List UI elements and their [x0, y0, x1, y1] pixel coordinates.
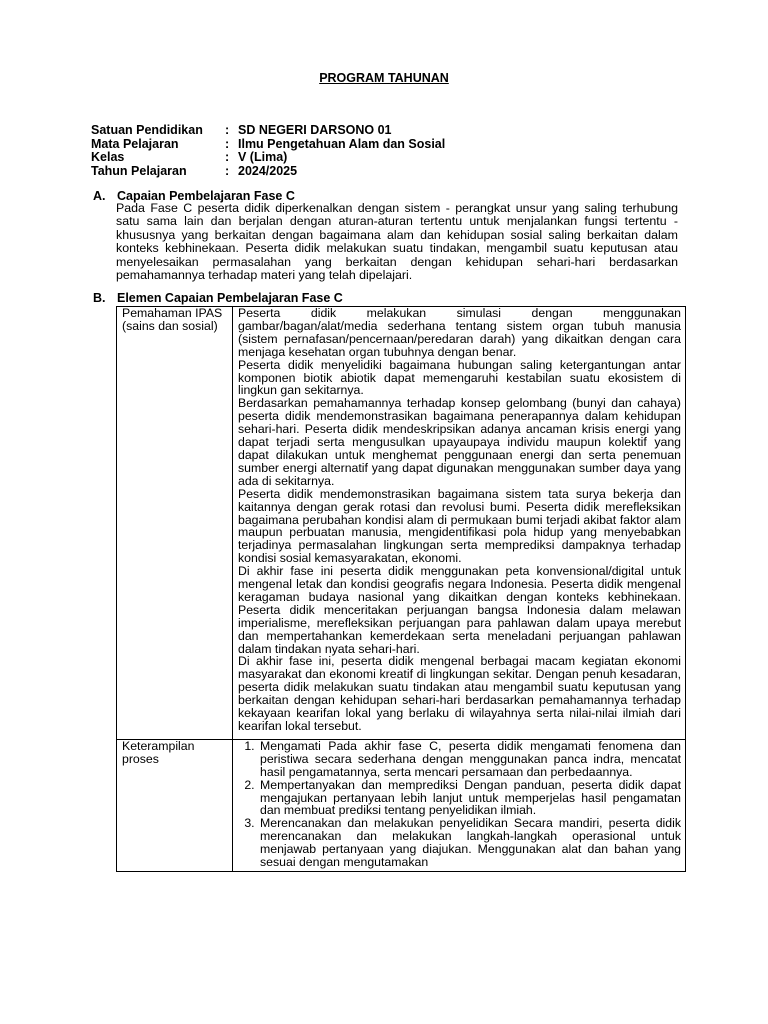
content-paragraph: Berdasarkan pemahamannya terhadap konsep gelombang (bunyi dan cahaya) peserta didik mendemonstrasikan bagaimana penerapannya dalam kehidupan sehari-hari. Peserta didik mendeskripsikan adanya ancaman krisis energi yang dapat terjadi serta mengusulkan upayaupaya individu maupun kolektif yang dapat dilakukan untuk menghemat penggunaan energi dan serta penemuan sumber energi alternatif yang dapat digunakan menggunakan sumber daya yang ada di sekitarnya. [238, 396, 681, 488]
element-label: Keterampilan proses [122, 738, 195, 766]
meta-value: 2024/2025 [238, 163, 298, 178]
meta-row-satuan-pendidikan [91, 124, 445, 138]
meta-separator: : [225, 123, 230, 137]
section-b-heading [93, 291, 343, 305]
meta-row-mata-pelajaran [91, 138, 445, 152]
meta-value: V (Lima) [238, 150, 288, 165]
meta-row-tahun-pelajaran [91, 165, 445, 179]
meta-value: Ilmu Pengetahuan Alam dan Sosial [238, 136, 446, 151]
section-letter: B. [93, 291, 106, 305]
meta-label: Tahun Pelajaran [91, 163, 187, 178]
meta-label: Kelas [91, 150, 125, 165]
meta-label: Satuan Pendidikan [91, 123, 203, 137]
meta-label: Mata Pelajaran [91, 136, 179, 151]
element-label-cell [117, 307, 233, 740]
section-letter: A. [93, 189, 106, 203]
document-title: PROGRAM TAHUNAN [319, 71, 449, 85]
capaian-paragraph: Pada Fase C peserta didik diperkenalkan dengan sistem - perangkat unsur yang saling terhubung satu sama lain dan berjalan dengan aturan-aturan tertentu untuk menjalankan fungsi tertentu - khususnya yang berkaitan dengan bagaimana alam dan kehidupan sosial saling berkaitan dalam konteks kebhinekaan. Peserta didik melakukan suatu tindakan, mengambil suatu keputusan atau menyelesaikan permasalahan yang berkaitan dengan kehidupan sehari-hari berdasarkan pemahamannya terhadap materi yang telah dipelajari. [116, 201, 678, 283]
section-title: Capaian Pembelajaran Fase C [117, 189, 295, 203]
element-label-cell [117, 739, 233, 871]
meta-row-kelas [91, 151, 445, 165]
content-paragraph: Peserta didik menyelidiki bagaimana hubungan saling ketergantungan antar komponen biotik abiotik dapat memengaruhi kestabilan suatu ekosistem di lingkun gan sekitarnya. [238, 357, 681, 398]
element-content-cell [233, 739, 686, 871]
content-paragraph: Di akhir fase ini, peserta didik mengenal berbagai macam kegiatan ekonomi masyarakat dan ekonomi kreatif di lingkungan sekitar. Dengan penuh kesadaran, peserta didik melakukan suatu tindakan atau mengambil suatu keputusan yang berkaitan dengan kehidupan sehari-hari berdasarkan pemahamannya terhadap kekayaan kearifan lokal yang berlaku di wilayahnya serta nilai-nilai ilmiah dari kearifan lokal tersebut. [238, 654, 681, 733]
content-paragraph: Di akhir fase ini peserta didik menggunakan peta konvensional/digital untuk mengenal letak dan kondisi geografis negara Indonesia. Peserta didik mengenal keragaman budaya nasional yang dikaitkan dengan konteks kebhinekaan. Peserta didik menceritakan perjuangan bangsa Indonesia dalam melawan imperialisme, merefleksikan perjuangan para pahlawan dalam upaya merebut dan mempertahankan kemerdekaan serta meneladani perjuangan pahlawan dalam tindakan nyata sehari-hari. [238, 564, 681, 656]
table-row [117, 739, 686, 871]
element-content-cell [233, 307, 686, 740]
table-row [117, 307, 686, 740]
elemen-table [116, 306, 686, 872]
meta-separator: : [225, 150, 230, 165]
content-paragraph: Peserta didik melakukan simulasi dengan menggunakan gambar/bagan/alat/media sederhana tentang sistem organ tubuh manusia (sistem pernafasan/pencernaan/peredaran darah) yang dikaitkan dengan cara menjaga kesehatan organ tubuhnya dengan benar. [238, 306, 681, 359]
content-paragraph: Peserta didik mendemonstrasikan bagaimana sistem tata surya bekerja dan kaitannya dengan gerak rotasi dan revolusi bumi. Peserta didik merefleksikan bagaimana perubahan kondisi alam di permukaan bumi terjadi akibat faktor alam maupun perbuatan manusia, mengidentifikasi pola hidup yang menyebabkan terjadinya permasalahan lingkungan serta memprediksi dampaknya terhadap kondisi sosial kemasyarakatan, ekonomi. [238, 486, 681, 566]
section-title: Elemen Capaian Pembelajaran Fase C [117, 291, 343, 305]
identity-block [91, 124, 445, 178]
meta-separator: : [225, 163, 230, 178]
meta-value: SD NEGERI DARSONO 01 [238, 123, 392, 137]
list-item: 3. Merencanakan dan melakukan penyelidikan Secara mandiri, peserta didik merencanakan dan melakukan langkah-langkah operasional untuk menjawab pertanyaan yang diajukan. Menggunakan alat dan bahan yang sesuai dengan mengutamakan [258, 817, 681, 869]
element-label: Pemahaman IPAS (sains dan sosial) [122, 306, 223, 333]
skills-list [238, 740, 681, 869]
list-item: 1. Mengamati Pada akhir fase C, peserta didik mengamati fenomena dan peristiwa secara sederhana dengan menggunakan panca indra, mencatat hasil pengamatannya, serta mencari persamaan dan perbedaannya. [258, 740, 681, 779]
list-item: 2. Mempertanyakan dan memprediksi Dengan panduan, peserta didik dapat mengajukan pertanyaan lebih lanjut untuk memperjelas hasil pengamatan dan membuat prediksi tentang penyelidikan ilmiah. [258, 779, 681, 818]
meta-separator: : [225, 136, 230, 151]
